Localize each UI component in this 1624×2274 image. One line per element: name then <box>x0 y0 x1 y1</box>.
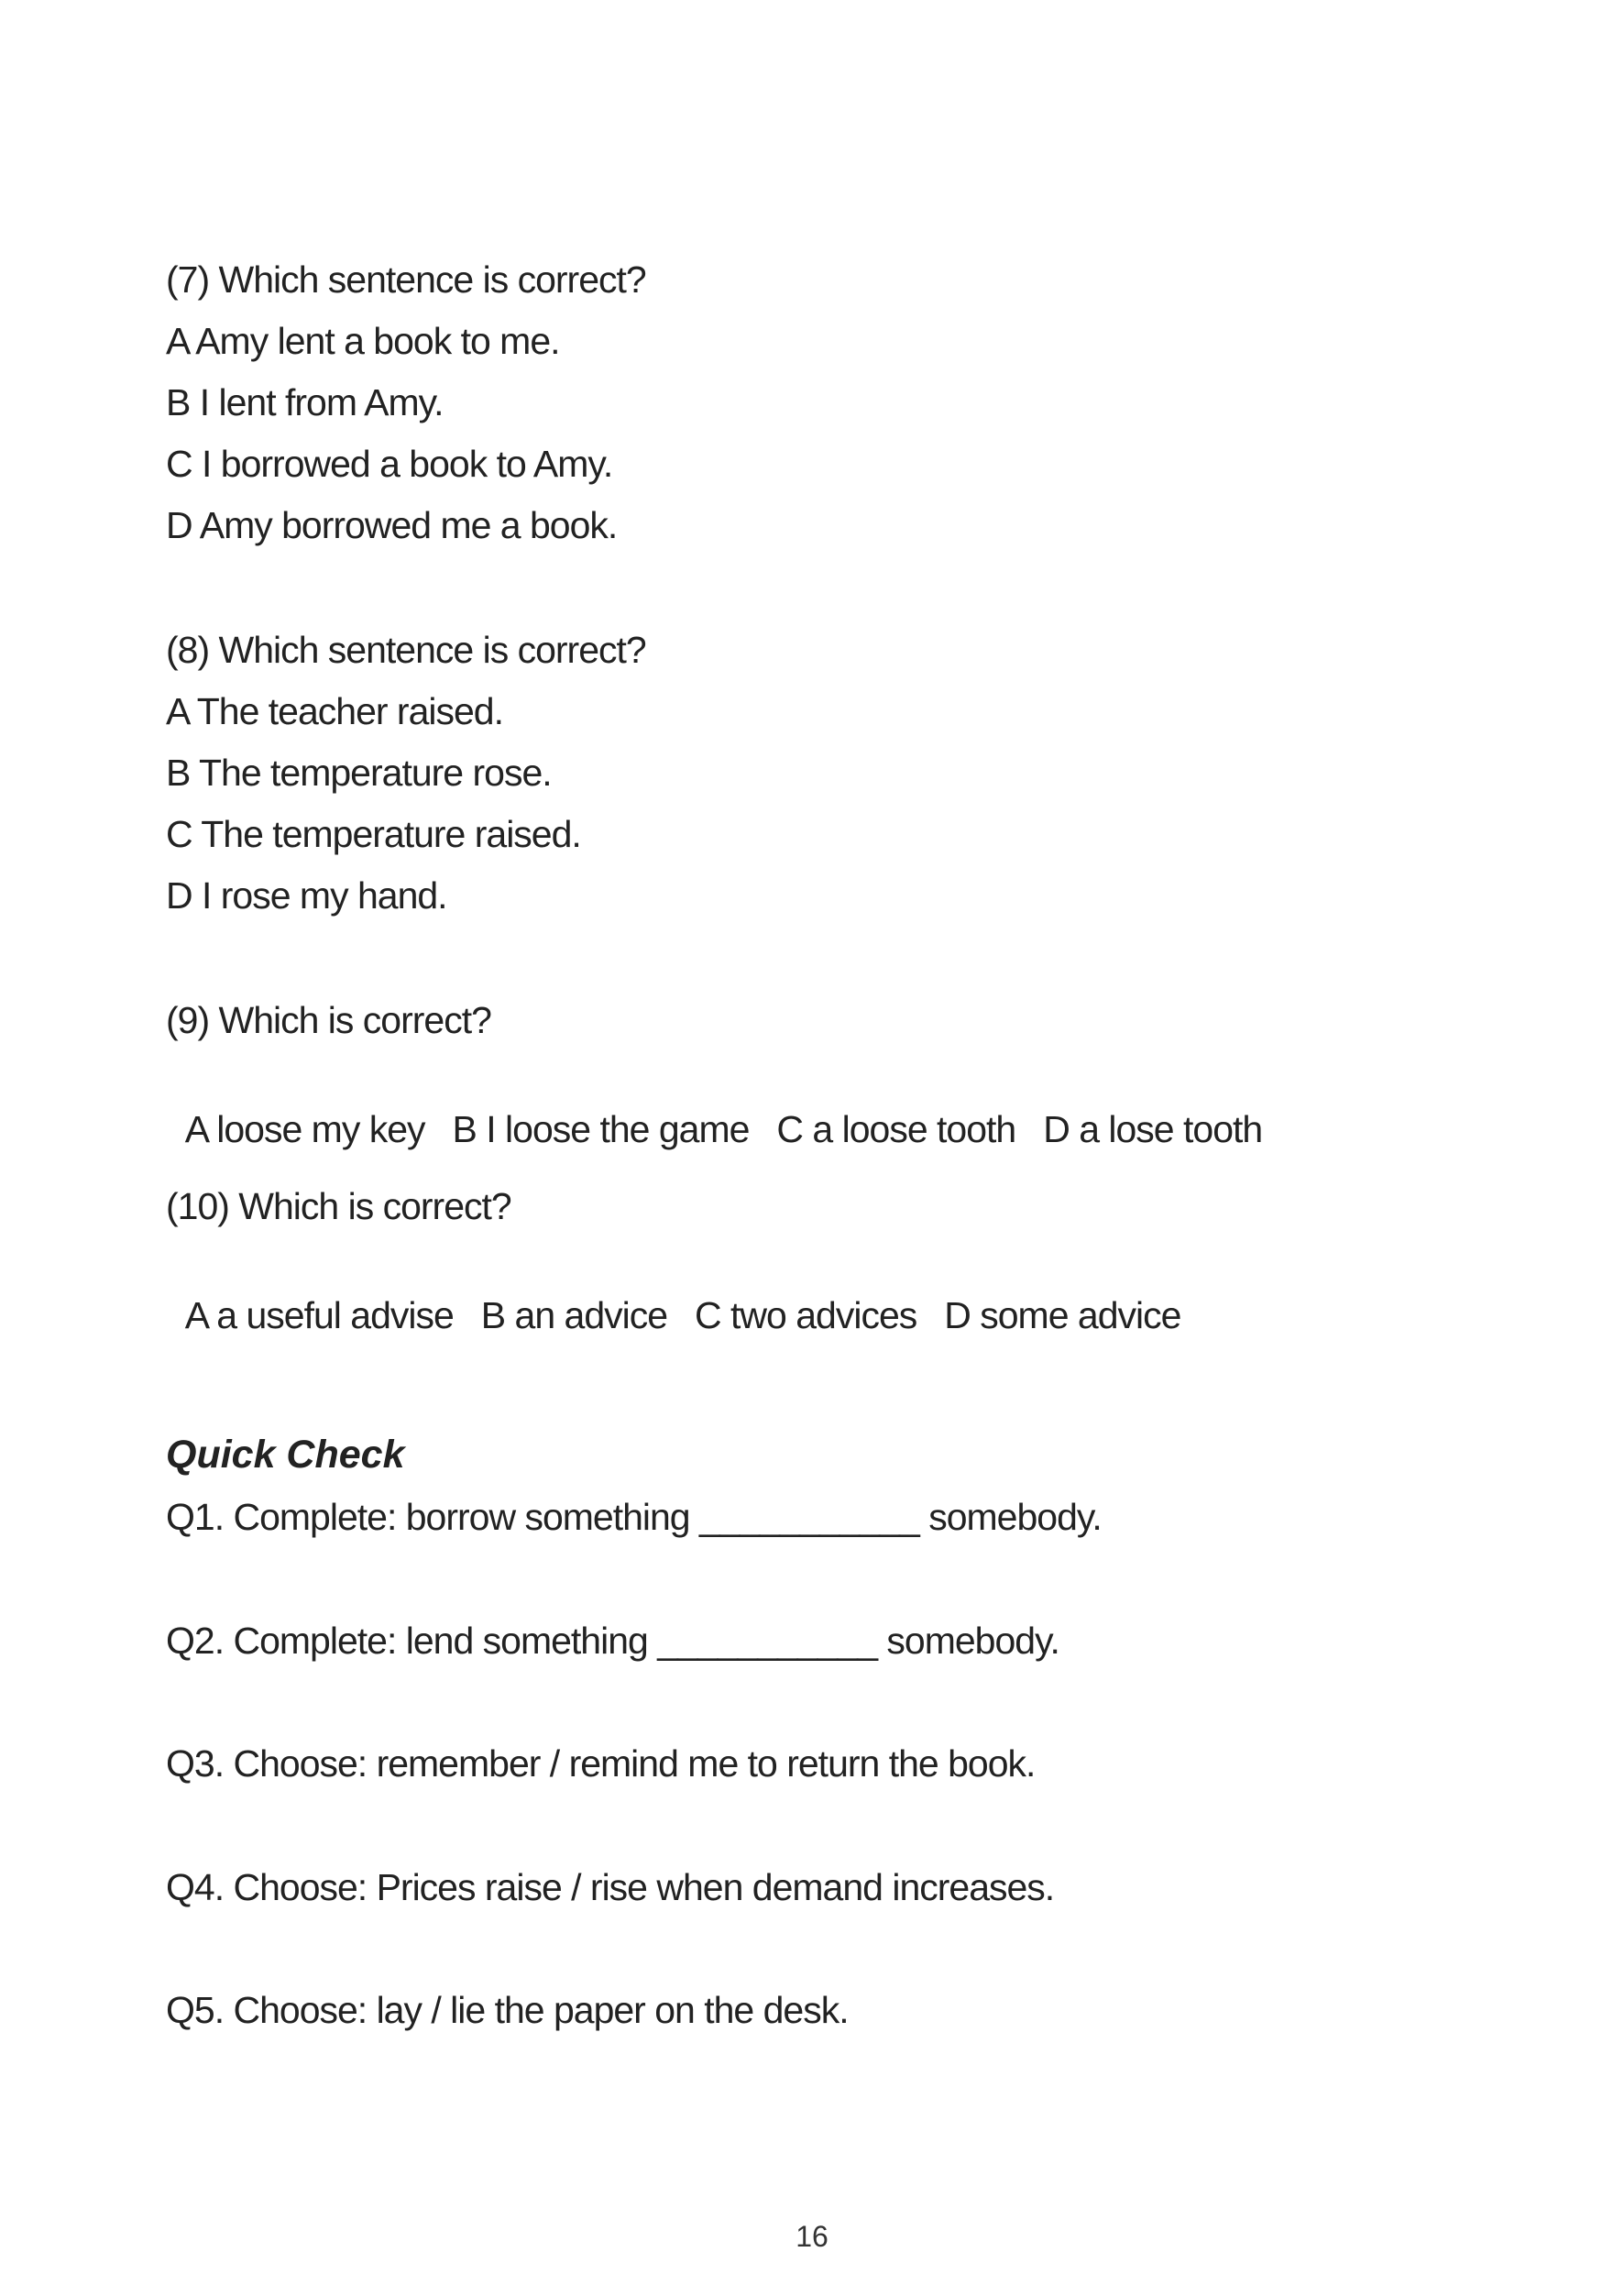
question-10-option-c: C two advices <box>695 1294 917 1336</box>
quick-check-heading: Quick Check <box>166 1433 405 1477</box>
question-9-option-c: C a loose tooth <box>776 1108 1016 1150</box>
question-10-options <box>166 1244 1180 1339</box>
question-10-option-b: B an advice <box>480 1294 668 1336</box>
quick-check-q1: Q1. Complete: borrow something ___________ somebody. <box>166 1496 1102 1538</box>
question-10-prompt: (10) Which is correct? <box>166 1185 511 1227</box>
page-number: 16 <box>796 2220 828 2253</box>
question-8-option-a: A The teacher raised. <box>166 690 503 732</box>
question-9-option-a: A loose my key <box>184 1108 425 1150</box>
question-8-option-d: D I rose my hand. <box>166 874 447 917</box>
quick-check-q5: Q5. Choose: lay / lie the paper on the desk. <box>166 1989 849 2031</box>
quick-check-q3: Q3. Choose: remember / remind me to return the book. <box>166 1742 1036 1785</box>
question-9-prompt: (9) Which is correct? <box>166 999 491 1041</box>
question-9-options <box>166 1058 1262 1153</box>
question-9-option-b: B I loose the game <box>452 1108 750 1150</box>
question-7-prompt: (7) Which sentence is correct? <box>166 258 646 301</box>
question-7-option-a: A Amy lent a book to me. <box>166 320 560 362</box>
question-7-option-d: D Amy borrowed me a book. <box>166 504 618 546</box>
question-9-option-d: D a lose tooth <box>1043 1108 1263 1150</box>
quick-check-q4: Q4. Choose: Prices raise / rise when demand increases. <box>166 1866 1055 1908</box>
question-10-option-a: A a useful advise <box>184 1294 454 1336</box>
quick-check-q2: Q2. Complete: lend something ___________ somebody. <box>166 1620 1059 1662</box>
question-7-option-b: B I lent from Amy. <box>166 381 444 423</box>
question-8-prompt: (8) Which sentence is correct? <box>166 629 646 671</box>
question-7-option-c: C I borrowed a book to Amy. <box>166 443 613 485</box>
question-10-option-d: D some advice <box>944 1294 1181 1336</box>
question-8-option-b: B The temperature rose. <box>166 752 552 794</box>
question-8-option-c: C The temperature raised. <box>166 813 581 855</box>
